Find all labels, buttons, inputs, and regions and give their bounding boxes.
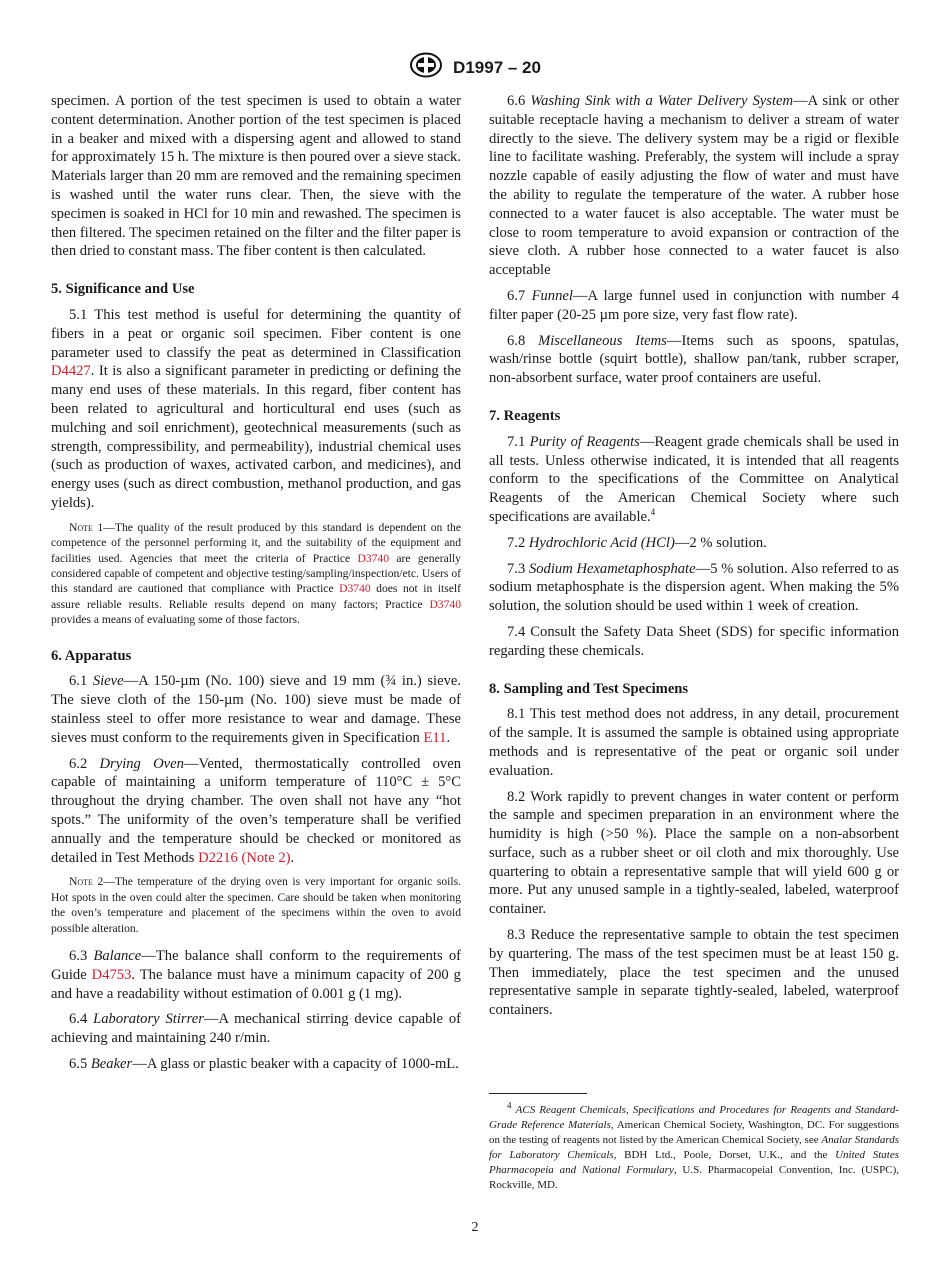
ref-d2216-link[interactable]: D2216 — [198, 849, 238, 866]
para-6-3: 6.3 Balance—The balance shall conform to the requirements of Guide D4753. The balance must have a minimum capacity of 200 g and have a readability without estimation of 0.001 g (1 mg). — [51, 947, 461, 1002]
left-column — [51, 92, 461, 1081]
ref-d3740-link[interactable]: D3740 — [357, 551, 390, 565]
astm-logo-icon — [409, 52, 443, 83]
footnote-divider — [489, 1093, 587, 1094]
para-6-2: 6.2 Drying Oven—Vented, thermostatically controlled oven capable of maintaining a uniform temperature of 110°C ± 5°C throughout the drying chamber. The oven shall not have any “hot spots.” The uniformity of the oven’s temperature shall be verified annually and the temperature should be checked or monitored as detailed in Test Methods D2216 (Note 2). — [51, 755, 461, 866]
footnote-4-marker[interactable]: 4 — [650, 507, 656, 518]
document-id: D1997 – 20 — [453, 57, 541, 77]
para-6-4: 6.4 Laboratory Stirrer—A mechanical stirring device capable of achieving and maintaining 240 r/min. — [51, 1011, 461, 1047]
para-6-8: 6.8 Miscellaneous Items—Items such as spoons, spatulas, wash/rinse bottle (squirt bottle), shallow pan/tank, rubber scraper, non-absorbent surface, water proof containers are useful. — [489, 332, 900, 387]
para-7-3: 7.3 Sodium Hexametaphosphate—5 % solution. Also referred to as sodium metaphosphate is the dispersion agent. When making the 5% solution, the solution should be used within 1 week of creation. — [489, 560, 899, 615]
note-2-link[interactable]: (Note 2) — [241, 849, 291, 866]
para-6-6: 6.6 Washing Sink with a Water Delivery System—A sink or other suitable receptacle having a mechanism to deliver a stream of water directly to the sieve. The delivery system may be a rigid or flexible line to facilitate washing. Preferably, the system will include a spray nozzle capable of easily adjusting the flow of water and must have the ability to regulate the temperature of the water. A rubber hose connected to a water faucet is also acceptable. The water must be close to room temperature to avoid expansion or contraction of the sieve cloth. A rubber hose connected to a water faucet is also acceptable — [489, 93, 900, 279]
para-8-1: 8.1 This test method does not address, in any detail, procurement of the sample. It is assumed the sample is obtained using appropriate methods and is representative of the peat or organic soil under evaluation. — [489, 706, 899, 779]
para-6-5: 6.5 Beaker—A glass or plastic beaker with a capacity of 1000-mL. — [69, 1055, 459, 1072]
intro-paragraph: specimen. A portion of the test specimen is used to obtain a water content determination. Another portion of the test specimen is placed in a beaker and mixed with a dispersing agent and allowed to stand for approximately 15 h. The mixture is then poured over a sieve stack. Materials larger than 20 mm are removed and the remaining specimen is washed until the water runs clear. Then, the sieve with the specimen is soaked in HCl for 10 min and rewashed. The specimen is then filtered. The specimen retained on the filter and the filter paper is then dried to constant mass. The fiber content is then calculated. — [51, 93, 461, 260]
section-6-heading: 6. Apparatus — [51, 647, 132, 664]
para-8-3: 8.3 Reduce the representative sample to obtain the test specimen by quartering. The mass of the test specimen must be at least 150 g. Then immediately, place the test specimen and the unused representative sample in separate tightly-sealed, labeled, waterproof containers. — [489, 927, 899, 1019]
section-8-heading: 8. Sampling and Test Specimens — [489, 680, 689, 697]
para-7-4: 7.4 Consult the Safety Data Sheet (SDS) for specific information regarding these chemicals. — [489, 623, 899, 659]
page-number: 2 — [471, 1220, 479, 1235]
right-column — [489, 92, 899, 1027]
para-5-1: 5.1 This test method is useful for determining the quantity of fibers in a peat or organic soil specimen. Fiber content is one parameter used to classify the peat as determined in Classification D4427. It is also a significant parameter in predicting or defining the many end uses of these materials. In this regard, fiber content has been related to agricultural and horticultural end uses (such as mulching and soil enrichment), geotechnical measurements (such as strength, compressibility, and permeability), industrial chemical uses (such as production of waxes, activated carbon, and medicines), and energy uses (such as direct combustion, methanol production, and gas yields). — [51, 306, 461, 511]
note-2: Note 2—The temperature of the drying oven is very important for organic soils. Hot spots in the oven could alter the specimen. Care should be taken when monitoring the oven’s temperature and placement of the specimens within the oven to avoid possible alteration. — [51, 875, 461, 935]
page-header — [0, 52, 950, 83]
ref-d4427-link[interactable]: D4427 — [51, 363, 91, 380]
para-6-1: 6.1 Sieve—A 150-µm (No. 100) sieve and 19 mm (¾ in.) sieve. The sieve cloth of the 150-µm (No. 100) sieve must be made of stainless steel to offer more resistance to wear and damage. These sieves must conform to the requirements given in Specification E11. — [51, 673, 461, 746]
ref-d4753-link[interactable]: D4753 — [91, 966, 132, 983]
para-7-2: 7.2 Hydrochloric Acid (HCl)—2 % solution. — [507, 534, 767, 551]
section-7-heading: 7. Reagents — [489, 407, 561, 424]
ref-d3740-link[interactable]: D3740 — [429, 597, 461, 611]
para-8-2: 8.2 Work rapidly to prevent changes in water content or perform the sample and specimen preparation in an environment where the humidity is high (>50 %). Place the sample on a non-absorbent surface, such as a rubber sheet or oil cloth and mix thoroughly. Use quartering to obtain a representative sample that will yield 600 g or more. Put any unused sample in a tightly-sealed, labeled, waterproof container. — [489, 788, 899, 918]
footnote-4: $^4$ ACS Reagent Chemicals, Specifications and Procedures for Reagents and Standard-Grade Reference Materials, American Chemical Society, Washington, DC. For suggestions on the testing of reagents not listed by the American Chemical Society, see Analar Standards for Laboratory Chemicals, BDH Ltd., Poole, Dorset, U.K., and the United States Pharmacopeia and National Formulary, U.S. Pharmacopeial Convention, Inc. (USPC), Rockville, MD. — [489, 1100, 899, 1191]
section-5-heading: 5. Significance and Use — [51, 281, 195, 298]
note-1: Note 1—The quality of the result produced by this standard is dependent on the competence of the personnel performing it, and the suitability of the equipment and facilities used. Agencies that meet the criteria of Practice D3740 are generally considered capable of competent and objective testing/sampling/inspection/etc. Users of this standard are cautioned that compliance with Practice D3740 does not in itself assure reliable results. Reliable results depend on many factors; Practice D3740 provides a means of evaluating some of those factors. — [51, 520, 461, 627]
ref-d3740-link[interactable]: D3740 — [339, 582, 371, 596]
para-7-1: 7.1 Purity of Reagents—Reagent grade chemicals shall be used in all tests. Unless otherwise indicated, it is intended that all reagents conform to the specifications of the Committee on Analytical Reagents of the American Chemical Society where such specifications are available.$^4$ — [489, 433, 899, 525]
para-6-7: 6.7 Funnel—A large funnel used in conjunction with number 4 filter paper (20-25 µm pore size, very fast flow rate). — [489, 287, 900, 323]
ref-e11-link[interactable]: E11 — [423, 729, 447, 746]
